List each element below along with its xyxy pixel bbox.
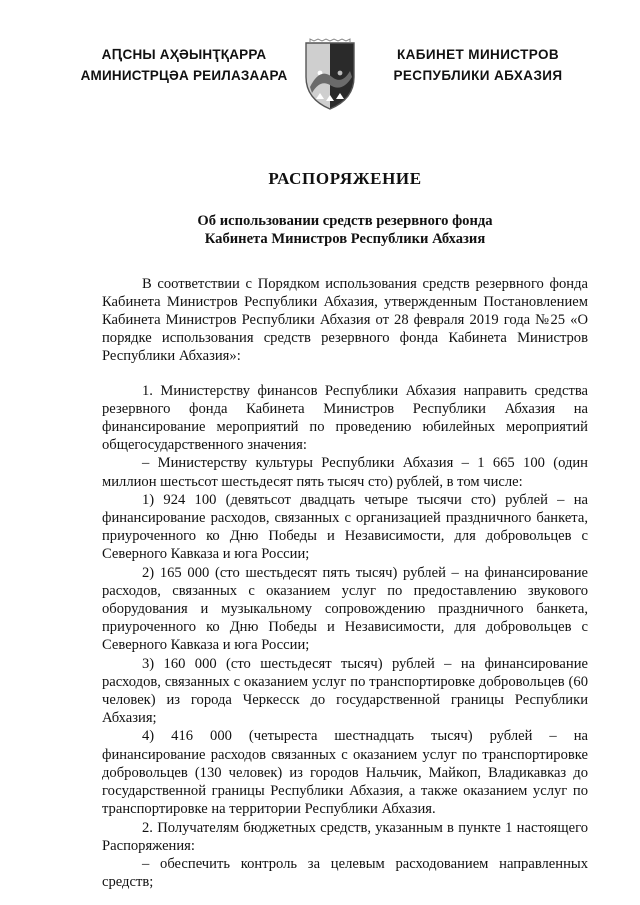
- clause-1-paragraph: 1. Министерству финансов Республики Абхазия направить средства резервного фонда Кабинета Министров Республики Абхазия на финансирование мероприятий по проведению юбилейных мероприятий общегосударственного значения:: [102, 382, 588, 454]
- document-title: РАСПОРЯЖЕНИЕ: [268, 169, 422, 188]
- subitem-1-paragraph: 1) 924 100 (девятьсот двадцать четыре тысячи сто) рублей – на финансирование расходов, связанных с организацией праздничного банкета, приуроченного ко Дню Победы и Независимости, для добровольцев с Северного Кавказа и юга России;: [102, 491, 588, 563]
- clause-2-paragraph: 2. Получателям бюджетных средств, указанным в пункте 1 настоящего Распоряжения:: [102, 819, 588, 854]
- letterhead: [0, 0, 640, 110]
- letterhead-abkhaz-line-2: АМИНИСТРЦӘА РЕИЛАЗААРА: [80, 68, 288, 83]
- letterhead-russian-name: [386, 44, 570, 86]
- subitem-2-paragraph: 2) 165 000 (сто шестьдесят пять тысяч) рублей – на финансирование расходов, связанных с оказанием услуг по предоставлению звукового оборудования и музыкальному сопровождению праздничного банкета, приуроченного ко Дню Победы и Независимости, для добровольцев с Северного Кавказа и юга России;: [102, 564, 588, 654]
- document-subject-line-1: Об использовании средств резервного фонда: [197, 213, 493, 230]
- abkhazia-coat-of-arms-icon: [300, 37, 360, 113]
- letterhead-russian-line-1: КАБИНЕТ МИНИСТРОВ: [396, 47, 560, 62]
- preamble-paragraph: В соответствии с Порядком использования средств резервного фонда Кабинета Министров Республики Абхазия, утвержденным Постановлением Кабинета Министров Республики Абхазия от 28 февраля 2019 года №25 «О порядке использования средств резервного фонда Кабинета Министров Республики Абхазия»:: [102, 275, 588, 365]
- subitem-3-paragraph: 3) 160 000 (сто шестьдесят тысяч) рублей – на финансирование расходов, связанных с оказанием услуг по транспортировке добровольцев (60 человек) из города Черкесск до государственной границы Республики Абхазия;: [102, 655, 588, 727]
- ministry-culture-paragraph: – Министерству культуры Республики Абхазия – 1 665 100 (один миллион шестьсот шестьдесят пять тысяч сто) рублей, в том числе:: [102, 455, 588, 490]
- paragraph-gap: [102, 366, 588, 382]
- letterhead-abkhaz-name: [78, 44, 290, 86]
- control-paragraph: – обеспечить контроль за целевым расходованием направленных средств;: [102, 855, 588, 891]
- document-subject-line-2: Кабинета Министров Республики Абхазия: [204, 231, 486, 248]
- document-body: [102, 170, 588, 891]
- letterhead-russian-line-2: РЕСПУБЛИКИ АБХАЗИЯ: [393, 68, 563, 83]
- subitem-4-paragraph: 4) 416 000 (четыреста шестнадцать тысяч) рублей – на финансирование расходов связанных с оказанием услуг по транспортировке добровольцев (130 человек) из городов Нальчик, Майкоп, Владикавказ до государственной границы Республики Абхазия, а также оказанием услуг по транспортировке на территории Республики Абхазия.: [102, 728, 588, 818]
- document-subject: [102, 212, 588, 248]
- letterhead-abkhaz-line-1: АԤСНЫ АҲӘЫНҬҚАРРА: [101, 47, 267, 62]
